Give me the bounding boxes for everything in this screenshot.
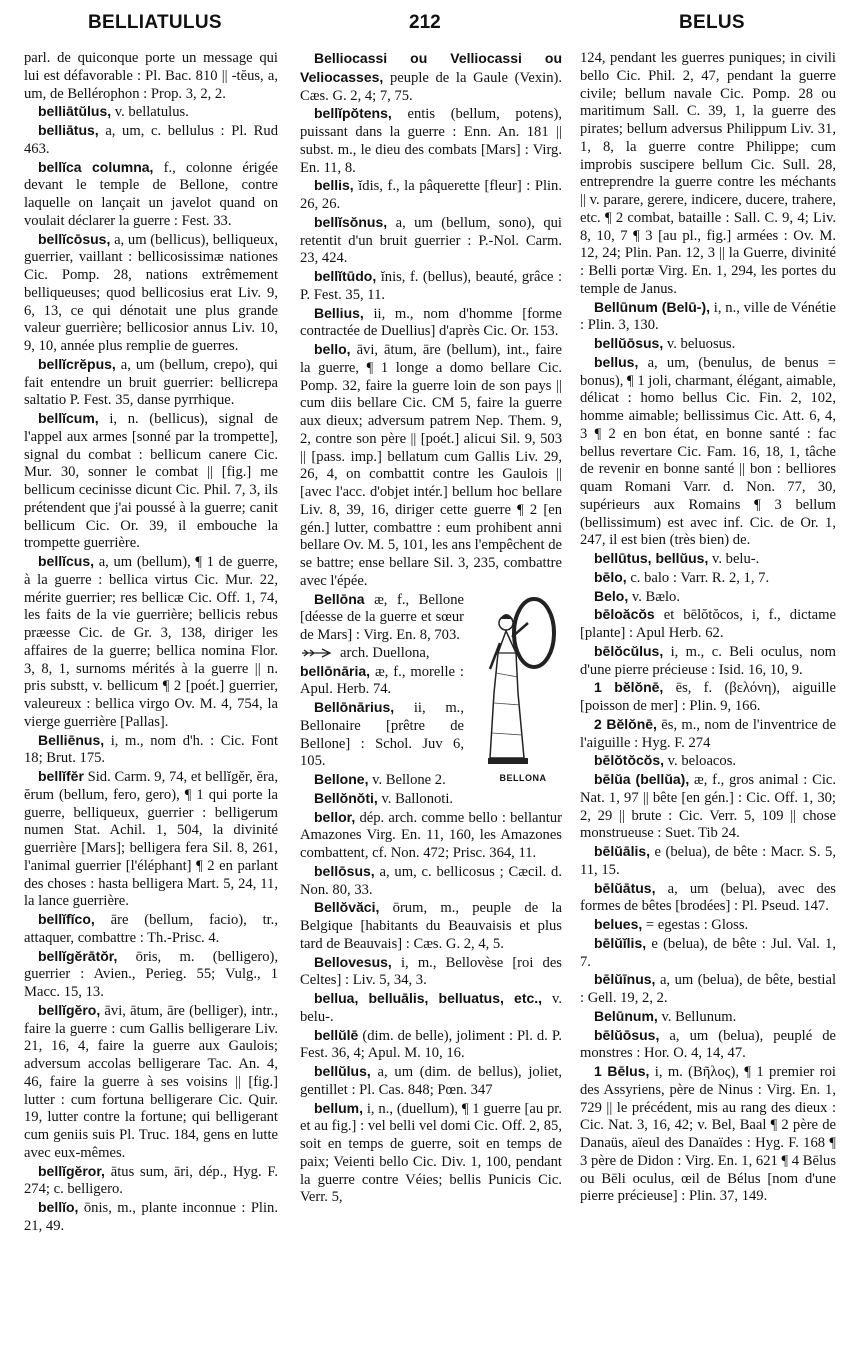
entry-definition: v. Bellunum. [661, 1008, 737, 1025]
entry-definition: ii, m., nom d'homme [forme contractée de Duellius] d'après Cic. Or. 153. [300, 305, 562, 340]
entry-definition: ēs, m., nom de l'inventrice de l'aiguille : Hyg. F. 274 [580, 716, 836, 751]
dictionary-entry [24, 1199, 278, 1236]
arrow-right-icon [300, 645, 340, 661]
entry-headword: bēlŭīnus, [594, 971, 656, 988]
dictionary-entry [300, 899, 562, 953]
entry-definition: ii, m., Bellonaire [prêtre de Bellone] : Schol. Juv 6, 105. [300, 700, 464, 770]
dictionary-entry [300, 863, 562, 900]
page-header [0, 10, 858, 42]
entry-headword: bello, [314, 341, 351, 357]
bellona-illustration [470, 593, 562, 789]
dictionary-entry [580, 354, 836, 550]
dictionary-entry [580, 299, 836, 336]
entry-definition: v. belu-. [712, 551, 760, 567]
entry-definition: i, n. (bellicus), signal de l'appel aux armes [sonné par la trompette], signal du combat : bellicum canere Cic. Mur. 30, sonner le combat || [fig.] me bellicum cecinisse dicunt Cic. Phil. 7, 3, ils prétendent que j'ai poussé à la guerre; canit bellicum Cic. Or. 39, il embouche la trompette guerrière. [24, 411, 278, 552]
dictionary-entry [580, 880, 836, 917]
entry-headword: bellĭcrĕpus, [38, 355, 116, 372]
dictionary-entry [24, 103, 278, 122]
entry-definition: a, um (belua), de bête, bestial : Gell. 19, 2, 2. [580, 972, 836, 1006]
entry-headword: bellĭgĕror, [38, 1162, 105, 1179]
entry-headword: bēlŏcŭlus, [594, 642, 664, 659]
entry-headword: bellĭsŏnus, [314, 213, 388, 230]
entry-definition: v. Ballonoti. [381, 790, 454, 807]
entry-headword: Belliocassi ou Velliocassi ou Veliocasses, [300, 50, 562, 85]
entry-definition: v. bellatulus. [114, 104, 189, 121]
entry-headword: bellĭgĕrātŏr, [38, 947, 118, 964]
entry-headword: Bellone, [314, 771, 369, 787]
entry-definition: et bēlŏtŏcos, i, f., dictame [plante] : Apul Herb. 62. [580, 607, 836, 641]
entry-headword: bellis, [314, 177, 354, 194]
entry-definition: v. beluosus. [666, 336, 736, 352]
entry-definition: (dim. de belle), joliment : Pl. d. P. Fest. 36, 4; Apul. M. 10, 16. [300, 1027, 562, 1062]
entry-headword: bellĭtūdo, [314, 268, 377, 284]
dictionary-entry [24, 948, 278, 1002]
dictionary-entry [300, 809, 562, 863]
entry-definition: f., colonne érigée devant le temple de Bellone, contre laquelle on lançait un javelot quand on voulait déclarer la guerre : Fest. 33. [24, 159, 278, 229]
entry-headword: bellūtus, bellŭus, [594, 550, 709, 566]
entry-headword: bēlo, [594, 568, 627, 585]
dictionary-entry [300, 1100, 562, 1208]
dictionary-entry [300, 954, 562, 991]
entry-definition: c. balo : Varr. R. 2, 1, 7. [630, 569, 770, 586]
entry-definition: āvi, ātum, āre (bellum), int., faire la guerre, ¶ 1 longe a domo bellare Cic. Pomp. 32, faire la guerre loin de son pays || cum diis bellare Cic. CM 5, faire la guerre aux dieux; adversum patrem Nep. Them. 9, 2, contre son père || [poét.] alicui Sil. 9, 503 || [pass. imp.] bellatum cum Gallis Liv. 29, 26, 4, on combattit contre les Gaulois || [avec l'acc. d'objet intér.] bellum hoc bellare Liv. 8, 39, 16, diriger cette guerre ¶ 2 [en gén.] lutter, combattre : eum prohibent anni bellare Ov. M. 5, 101, les ans l'empêchent de se battre; ense bellare Sil. 3, 235, combattre avec l'épée. [300, 342, 562, 589]
dictionary-entry [24, 50, 278, 103]
dictionary-entry [300, 1063, 562, 1100]
entry-headword: bellĭcum, [38, 410, 99, 426]
dictionary-entry [300, 341, 562, 591]
entry-definition: Sid. Carm. 9, 74, et bellĭgĕr, ĕra, ĕrum (bellum, fero, gero), ¶ 1 qui porte la guerre, belliqueux, guerrier : belligerum numen Stat. Achil. 1, 504, la divinité guerrière [Mars]; belligera fera Sil. 8, 261, l'animal guerrier [l'éléphant] ¶ 2 en parlant des choses : hasta belligera Mart. 5, 24, 11, la lance guerrière. [24, 769, 278, 910]
entry-headword: 1 bĕlŏnē, [594, 679, 664, 696]
dictionary-entry [580, 971, 836, 1008]
dictionary-entry [24, 768, 278, 911]
entry-headword: bellum, [314, 1099, 364, 1116]
entry-definition: æ, f., gros animal : Cic. Nat. 1, 97 || bête [en gén.] : Cic. Off. 1, 30; 2, 29 || brute : Cic. Verr. 5, 109 || chose monstrueuse : Suet. Tib 24. [580, 772, 836, 842]
entry-headword: Bellŏnŏti, [314, 789, 378, 806]
entry-definition: v. beloacos. [667, 753, 737, 770]
dictionary-entry [300, 990, 562, 1027]
entry-headword: bellĭcōsus, [38, 230, 111, 247]
entry-definition: entis (bellum, potens), puissant dans la guerre : Enn. An. 181 || subst. m., le dieu des combats [Mars] : Virg. En. 11, 8. [300, 106, 562, 176]
dictionary-entry [300, 214, 562, 268]
entry-headword: 1 Bēlus, [594, 1063, 650, 1079]
dictionary-entry [580, 606, 836, 643]
column-3 [580, 50, 836, 1360]
entry-headword: bellŭlē [314, 1026, 359, 1043]
entry-headword: bēlŏtŏcŏs, [594, 752, 665, 769]
entry-definition: ēs, f. (βελόνη), aiguille [poisson de mer] : Plin. 9, 166. [580, 680, 836, 714]
entry-headword: Bellōnārius, [314, 699, 395, 715]
dictionary-entry [300, 305, 562, 342]
entry-headword: bēlŭōsus, [594, 1026, 660, 1043]
entry-headword: bēloăcŏs [594, 606, 655, 623]
entry-headword: bellŭlus, [314, 1063, 371, 1079]
entry-definition: a, um (bellum, crepo), qui fait entendre un bruit guerrier: bellicrepa saltatio P. Fest. 35, danse pyrrhique. [24, 356, 278, 409]
dictionary-entry [24, 122, 278, 159]
entry-definition: i, n., (duellum), ¶ 1 guerre [au pr. et au fig.] : vel belli vel domi Cic. Off. 2, 85, soit en temps de guerre, soit en temps de paix; Veienti bello Cic. Div. 1, 100, pendant la guerre contre Véies; bellis Punicis Cic. Verr. 5, [300, 1100, 562, 1206]
entry-headword: bellĭpŏtens, [314, 105, 392, 122]
dictionary-entry [300, 790, 562, 809]
entry-definition: ĭnis, f. (bellus), beauté, grâce : P. Fest. 35, 11. [300, 269, 562, 303]
entry-definition: parl. de quiconque porte un message qui lui est défavorable : Pl. Bac. 810 || -tĕus, a, um, de Bellérophon : Prop. 3, 2, 2. [24, 50, 278, 102]
entry-definition: 124, pendant les guerres puniques; in civili bello Cic. Phil. 2, 47, pendant la guerre civile; bellum navale Cic. Pomp. 28 ou maritimum Sall. C. 39, 1, la guerre des pirates; bellum adversus Philippum Liv. 31, 1, 8, la guerre contre Philippe; cum improbis suscipere bellum Cic. Sull. 28, entreprendre la guerre contre les méchants || v. parare, gerere, indicere, ducere, trahere, etc. ¶ 2 combat, bataille : Sall. C. 9, 4; Liv. 8, 10, 7 ¶ 3 [au pl., fig.] armées : Ov. M. 12, 24; Plin. Pan. 12, 3 || la Guerre, divinité : Belli portæ Virg. En. 1, 294, les portes du temple de Janus. [580, 50, 836, 297]
entry-definition: ōnis, m., plante inconnue : Plin. 21, 49. [24, 1200, 278, 1234]
arrow-right-icon [300, 648, 336, 658]
entry-definition: a, um (bellum, sono), qui retentit d'un bruit guerrier : P.-Nol. Carm. 23, 424. [300, 214, 562, 267]
entry-definition: v. belu-. [300, 991, 562, 1025]
figure-caption: BELLONA [499, 772, 547, 783]
entry-definition: a, um, c. bellicosus ; Cæcil. d. Non. 80, 33. [300, 863, 562, 898]
dictionary-entry [24, 1163, 278, 1200]
entry-definition: e (belua), de bête : Macr. S. 5, 11, 15. [580, 844, 836, 878]
dictionary-entry [300, 177, 562, 214]
dictionary-entry [300, 1027, 562, 1064]
entry-definition: æ, f., Bellone [déesse de la guerre et sœur de Mars] : Virg. En. 8, 703. [300, 591, 464, 643]
entry-headword: belliātŭlus, [38, 103, 112, 120]
entry-definition: arch. Duellona, [340, 644, 430, 661]
entry-headword: bellus, [594, 353, 639, 370]
dictionary-entry [24, 1002, 278, 1163]
entry-definition: æ, f., morelle : Apul. Herb. 74. [300, 663, 464, 698]
entry-definition: āre (bellum, facio), tr., attaquer, combattre : Th.-Prisc. 4. [24, 912, 278, 946]
entry-definition: v. Bellone 2. [372, 772, 446, 788]
dictionary-entry [580, 50, 836, 299]
entry-definition: a, um (bellum), ¶ 1 de guerre, à la guerre : bellica virtus Cic. Mur. 22, mérite guerrier; res bellicæ Cic. Off. 1, 74, les faits de la vie guerrière; bellicis rebus præesse Cic. de Gr. 3, 138, diriger les affaires de la guerre; bellica nomina Flor. 3, 8, 1, surnoms mérités à la guerre || n. pris substt, v. bellicum ¶ 2 [poét.] guerrier, valeureux : bellica virgo Ov. M. 4, 754, la vierge guerrière [Pallas]. [24, 554, 278, 730]
entry-headword: bēlŭa (bellŭa), [594, 771, 690, 787]
entry-headword: Bellōna [314, 590, 365, 607]
entry-definition: i, m., Bellovèse [roi des Celtes] : Liv. 5, 34, 3. [300, 954, 562, 989]
page-number: 212 [409, 12, 441, 33]
entry-headword: Bellŏvăci, [314, 899, 380, 916]
entry-definition: peuple de la Gaule (Vexin). Cæs. G. 2, 4; 7, 75. [300, 69, 562, 104]
entry-headword: bellĭca columna, [38, 158, 154, 175]
entry-definition: ātus sum, āri, dép., Hyg. F. 274; c. belligero. [24, 1163, 278, 1198]
bellona-figure-icon [476, 593, 556, 768]
dictionary-entry [580, 716, 836, 753]
entry-headword: bēlŭĭlis, [594, 934, 647, 951]
entry-headword: bellĭfĕr [38, 768, 84, 784]
dictionary-entry [580, 935, 836, 972]
entry-definition: i, n., ville de Vénétie : Plin. 3, 130. [580, 299, 836, 334]
entry-headword: bellŭōsus, [594, 335, 664, 351]
dictionary-entry [580, 643, 836, 680]
entry-definition: a, um, (benulus, de benus = bonus), ¶ 1 joli, charmant, élégant, aimable, délicat : homo bellus Cic. Fin. 2, 102, homme aimable; bellissimus Cic. Att. 6, 4, 3 ¶ 2 en bon état, en bonne santé : fac bellus revertare Cic. Fam. 16, 18, 1, tâche de revenir en bonne santé || bon : belliores quam Romani Varr. d. Non. 77, 30, supérieurs aux Romains ¶ 3 bellum (bellissimum) est avec inf. Cic. de Or. 1, 247, il est bien (très bien) de. [580, 354, 836, 549]
entry-headword: bellĭfĭco, [38, 911, 95, 927]
dictionary-entry [580, 1027, 836, 1064]
entry-headword: bēlŭātus, [594, 879, 656, 896]
entry-headword: bellōsus, [314, 862, 375, 879]
entry-definition: a, um (dim. de bellus), joliet, gentillet : Pl. Cas. 848; Pœn. 347 [300, 1064, 562, 1098]
entry-headword: Bellovesus, [314, 953, 392, 970]
header-right-guideword: BELUS [679, 12, 745, 33]
header-left-guideword: BELLIATULUS [88, 12, 222, 33]
dictionary-entry [580, 1008, 836, 1027]
dictionary-entry [24, 231, 278, 356]
entry-headword: Belūnum, [594, 1007, 658, 1024]
dictionary-entry [24, 356, 278, 410]
entry-headword: Belliēnus, [38, 731, 105, 748]
dictionary-entry [24, 732, 278, 769]
entry-headword: 2 Bĕlŏnē, [594, 715, 657, 732]
entry-definition: i, m. (Βῆλος), ¶ 1 premier roi des Assyriens, père de Ninus : Virg. En. 1, 729 || le précédent, mis au rang des dieux : Cic. Nat. 3, 16, 42; v. Bel, Baal ¶ 2 père de Danaüs, aïeul des Danaïdes : Hyg. F. 168 ¶ 3 père de Didon : Virg. En. 1, 621 ¶ 4 Bēlus ou Bēli oculus, œil de Bélus [nom d'une pierre précieuse] : Plin. 37, 149. [580, 1064, 836, 1205]
entry-definition: v. Bælo. [631, 588, 681, 605]
dictionary-entry [24, 159, 278, 231]
entry-headword: Bellūnum (Belū-), [594, 298, 711, 315]
dictionary-entry [580, 1063, 836, 1206]
column-1 [24, 50, 278, 1360]
entry-headword: bēlŭālis, [594, 843, 651, 859]
entry-definition: i, m., nom d'h. : Cic. Font 18; Brut. 175. [24, 732, 278, 767]
entry-definition: = egestas : Gloss. [645, 917, 749, 933]
dictionary-entry [580, 916, 836, 935]
entry-definition: a, um (bellicus), belliqueux, guerrier, vaillant : bellicosissimæ nationes Cic. Pomp. 28, nations extrêmement belliqueuses; quod bellicosius erat Liv. 9, 6, 13, ce qui dénotait une plus grande valeur guerrière; bellicosior annus Liv. 10, 9, 10, année plus remplie de guerres. [24, 231, 278, 354]
entry-definition: a, um, c. bellulus : Pl. Rud 463. [24, 123, 278, 157]
entry-definition: a, um (belua), peuplé de monstres : Hor. O. 4, 14, 47. [580, 1027, 836, 1062]
entry-headword: Bellius, [314, 304, 364, 321]
entry-definition: ōrum, m., peuple de la Belgique [habitants du Beauvaisis et plus tard de Beauvais] : Cæs. G. 2, 4, 5. [300, 900, 562, 952]
entry-definition: i, m., c. Beli oculus, nom d'une pierre précieuse : Isid. 16, 10, 9. [580, 643, 836, 678]
dictionary-entry [24, 553, 278, 732]
entry-headword: belliātus, [38, 122, 99, 138]
entry-headword: belues, [594, 916, 643, 932]
dictionary-entry [580, 588, 836, 607]
dictionary-entry [580, 550, 836, 569]
entry-definition: āvi, ātum, āre (belliger), intr., faire la guerre : cum Gallis belligerare Liv. 21, 16, 4, faire la guerre aux Gaulois; adversum accolas belligerare Tac. An. 4, 46, faire la guerre à ses voisins || [fig.] lutter : cum fortuna belligerare Cic. Quir. 19, lutter contre la fortune; qui belligerant cum geniis suis Pl. Truc. 184, gens en lutte avec eux-mêmes. [24, 1002, 278, 1161]
dictionary-entry [580, 843, 836, 880]
column-2 [300, 50, 562, 1360]
dictionary-entry [24, 410, 278, 553]
dictionary-entry [580, 569, 836, 588]
entry-headword: bellĭcus, [38, 553, 95, 569]
dictionary-entry [580, 752, 836, 771]
entry-headword: bellĭo, [38, 1199, 79, 1215]
dictionary-entry [300, 50, 562, 105]
dictionary-entry [24, 911, 278, 948]
entry-headword: bellor, [314, 808, 356, 825]
entry-definition: dép. arch. comme bello : bellantur Amazones Virg. En. 11, 160, les Amazones combattent, cf. Non. 472; Prisc. 364, 11. [300, 809, 562, 861]
entry-headword: bellōnāria, [300, 662, 371, 679]
dictionary-entry [580, 335, 836, 354]
entry-headword: bellua, belluālis, belluatus, etc., [314, 990, 543, 1006]
entry-definition: ōris, m. (belligero), guerrier : Avien., Perieg. 55; Vulg., 1 Macc. 15, 13. [24, 948, 278, 1000]
dictionary-entry [300, 105, 562, 177]
entry-definition: a, um (belua), avec des formes de bêtes [brodées] : Pl. Pseud. 147. [580, 880, 836, 915]
dictionary-entry [580, 771, 836, 843]
entry-headword: bellĭgĕro, [38, 1001, 101, 1018]
entry-definition: ĭdis, f., la pâquerette [fleur] : Plin. 26, 26. [300, 178, 562, 212]
dictionary-entry [300, 268, 562, 305]
entry-headword: Belo, [594, 587, 629, 604]
dictionary-entry [580, 679, 836, 716]
entry-definition: e (belua), de bête : Jul. Val. 1, 7. [580, 935, 836, 970]
